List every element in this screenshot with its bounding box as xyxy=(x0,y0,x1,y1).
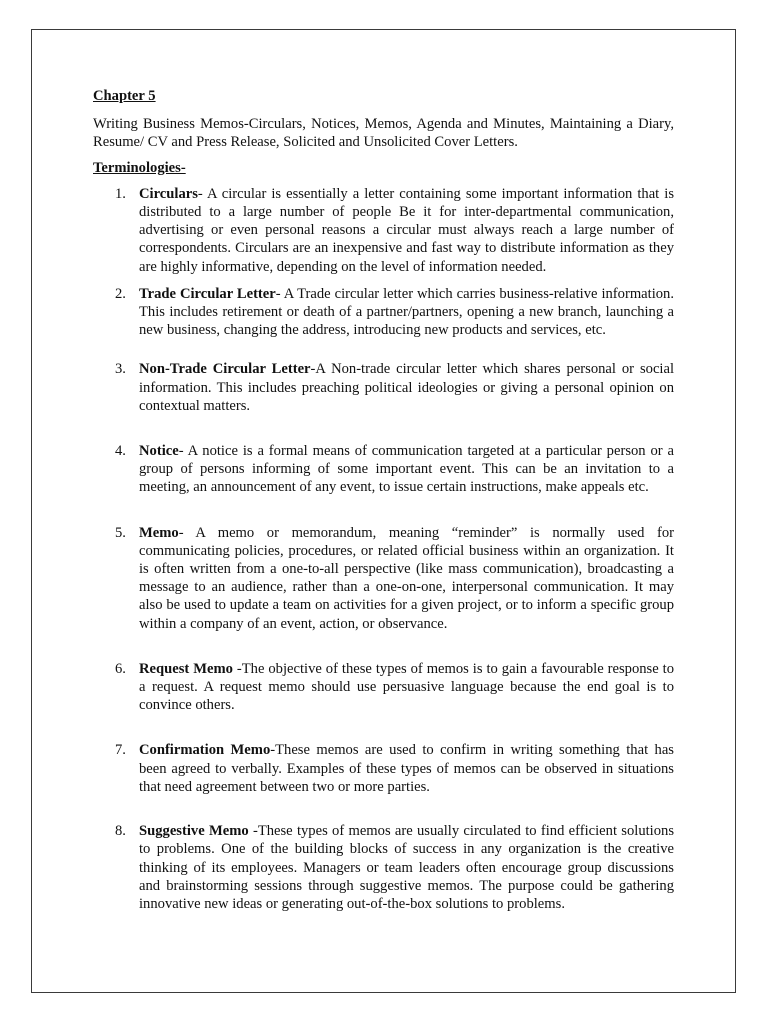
list-item-term: Circulars xyxy=(139,185,198,202)
list-item xyxy=(93,741,674,796)
chapter-subtitle: Writing Business Memos-Circulars, Notices, Memos, Agenda and Minutes, Maintaining a Diary, Resume/ CV and Press Release, Solicited and Unsolicited Cover Letters. xyxy=(93,116,674,151)
list-item-number: 5. xyxy=(115,524,126,541)
list-item-term: Suggestive Memo xyxy=(139,823,249,840)
list-item-text: -A Non-trade circular letter which shares personal or social information. This includes preaching political ideologies or giving a personal opinion on contextual matters. xyxy=(139,361,675,414)
list-item-number: 8. xyxy=(115,823,126,840)
list-item-number: 6. xyxy=(115,660,126,677)
list-item-term: Non-Trade Circular Letter xyxy=(139,361,311,378)
list-item-number: 2. xyxy=(115,285,126,302)
list-item-term: Request Memo xyxy=(139,660,233,677)
list-item-text: - A memo or memorandum, meaning “reminder” is normally used for communicating policies, procedures, or related official business within an organization. It is often written from a one-to-all perspective (like mass communication), broadcasting a message to an audience, rather than a one-on-one, interpersonal communication. It may also be used to update a team on activities for a given project, or to inform a specific group within a company of an event, action, or observance. xyxy=(139,524,674,632)
list-item-text: - A circular is essentially a letter containing some important information that is distributed to a large number of people Be it for inter-departmental communication, advertising or even personal reasons a circular must always reach a large number of correspondents. Circulars are an inexpensive and fast way to distribute information as they are highly informative, depending on the level of information needed. xyxy=(139,185,674,275)
list-item-text: -These types of memos are usually circulated to find efficient solutions to problems. One of the building blocks of success in any organization is the creative thinking of its employees. Managers or team leaders often encourage group discussions and brainstorming sessions through suggestive memos. The purpose could be gathering innovative new ideas or generating out-of-the-box solutions to problems. xyxy=(139,823,675,912)
list-item xyxy=(93,822,674,913)
list-item-term: Memo xyxy=(139,524,179,541)
terminology-list xyxy=(93,185,674,913)
list-item xyxy=(93,524,674,633)
list-item-number: 3. xyxy=(115,361,126,378)
list-item-number: 7. xyxy=(115,742,126,759)
list-item xyxy=(93,285,674,340)
list-item-term: Trade Circular Letter xyxy=(139,285,276,302)
list-item xyxy=(93,660,674,715)
list-item-text: - A notice is a formal means of communication targeted at a particular person or a group of persons informing of some important event. This can be an invitation to a meeting, an announcement of any event, to issue certain instructions, make appeals etc. xyxy=(139,443,674,496)
list-item xyxy=(93,185,674,276)
list-item-text: -These memos are used to confirm in writing something that has been agreed to verbally. Examples of these types of memos can be observed in situations that need agreement between two or more parties. xyxy=(139,742,674,795)
list-item-text: - A Trade circular letter which carries business-relative information. This includes retirement or death of a partner/partners, opening a new branch, launching a new business, changing the address, introducing new products and services, etc. xyxy=(139,285,674,339)
list-item xyxy=(93,360,674,415)
list-item xyxy=(93,442,674,497)
list-item-term: Notice xyxy=(139,443,179,460)
document-body xyxy=(93,87,674,913)
list-item-term: Confirmation Memo xyxy=(139,742,271,759)
list-item-number: 1. xyxy=(115,185,126,202)
list-item-text: -The objective of these types of memos is to gain a favourable response to a request. A request memo should use persuasive language because the end goal is to convince others. xyxy=(139,660,674,714)
terminologies-heading: Terminologies- xyxy=(93,159,186,176)
chapter-heading: Chapter 5 xyxy=(93,88,156,104)
list-item-number: 4. xyxy=(115,443,126,460)
